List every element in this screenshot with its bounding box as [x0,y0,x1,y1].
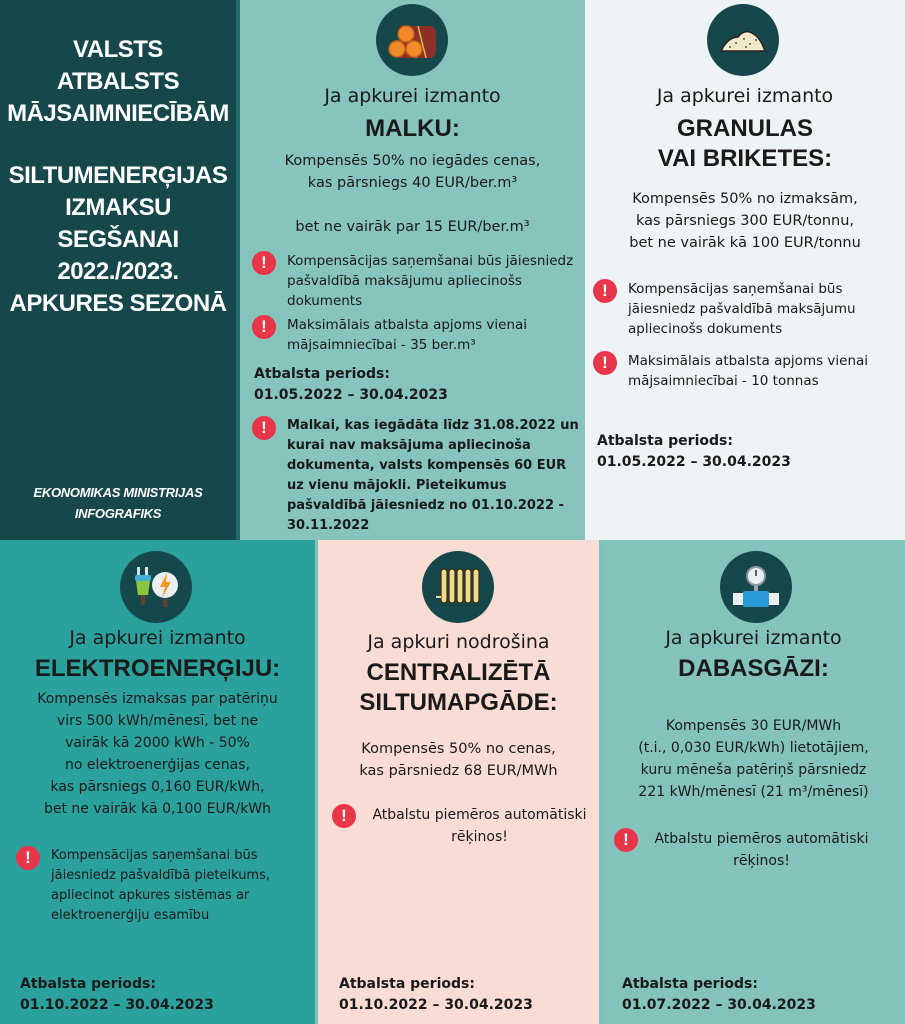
note [614,828,874,872]
body-line: Kompensēs 50% no izmaksām, [632,191,858,207]
note-old-firewood [252,416,582,536]
panel-natural-gas [602,540,905,1024]
panel-district-heating [315,540,602,1024]
support-period [597,431,791,473]
heading-line: VALSTS [73,36,163,63]
subheading-line: 2022./2023. [57,258,179,285]
subheading-line: APKURES SEZONĀ [9,290,227,317]
body-line: kas pārsniegs 0,160 EUR/kWh, [50,779,265,795]
main-heading [0,34,236,130]
compensation-text [318,738,599,782]
note [252,251,577,311]
note [593,279,899,339]
body-line: kas pārsniegs 300 EUR/tonnu, [635,213,855,229]
heading-line: CENTRALIZĒTĀ [366,659,551,686]
period-label: Atbalsta periods: [20,976,156,992]
period-dates: 01.10.2022 – 30.04.2023 [339,997,533,1013]
body-line: 221 kWh/mēnesī (21 m³/mēnesī) [638,784,869,800]
note-text: Kompensācijas saņemšanai būs jāiesniedz pašvaldībā maksājumu apliecinošs dokuments [287,253,574,309]
note-text: Kompensācijas saņemšanai būs jāiesniedz pašvaldībā pieteikums, apliecinot apkures sistēmas ar elektroenerģiju esamību [51,848,271,923]
body-line: Kompensēs 50% no cenas, [361,741,556,757]
note [593,351,899,391]
body-line: kas pārsniegs 40 EUR/ber.m³ [307,175,518,191]
period-dates: 01.05.2022 – 30.04.2023 [254,387,448,403]
fuel-heading: MALKU: [365,115,460,142]
body-line: Kompensēs izmaksas par patēriņu [37,691,278,707]
warning-icon: ! [332,804,356,828]
heading-line: MĀJSAIMNIECĪBĀM [7,100,229,127]
intro-text: Ja apkurei izmanto [656,85,834,107]
note-text: Kompensācijas saņemšanai būs jāiesniedz pašvaldībā maksājumu apliecinošs dokuments [628,281,856,337]
period-label: Atbalsta periods: [622,976,758,992]
note [252,315,577,355]
warning-icon: ! [593,279,617,303]
pellets-pile-icon [707,4,779,76]
period-label: Atbalsta periods: [597,433,733,449]
fuel-heading: DABASGĀZI: [678,655,829,682]
period-label: Atbalsta periods: [339,976,475,992]
note-text: Malkai, kas iegādāta līdz 31.08.2022 un kurai nav maksājuma apliecinoša dokumenta, valsts kompensēs 60 EUR uz vienu mājokli. Pieteikumus pašvaldībā jāiesniedz no 01.10.2022 - 30.11.2022 [287,418,579,533]
note-text: Atbalstu piemēros automātiski rēķinos! [372,807,587,845]
panel-pellets [585,0,905,540]
compensation-text [602,715,905,803]
body-line: Kompensēs 30 EUR/MWh [665,718,842,734]
body-line: virs 500 kWh/mēnesī, bet ne [56,713,259,729]
body-line: Kompensēs 50% no iegādes cenas, [284,153,541,169]
intro-text: Ja apkurei izmanto [69,627,246,649]
support-period [20,974,214,1016]
warning-icon: ! [593,351,617,375]
panel-firewood [240,0,585,540]
body-line: bet ne vairāk kā 0,100 EUR/kWh [43,801,272,817]
credit-line: INFOGRAFIKS [74,506,162,521]
title-panel [0,0,240,540]
period-label: Atbalsta periods: [254,366,390,382]
intro-text: Ja apkurei izmanto [324,85,501,107]
intro-text: Ja apkurei izmanto [665,627,842,649]
body-line: no elektroenerģijas cenas, [65,757,250,773]
body-line: bet ne vairāk par 15 EUR/ber.m³ [295,219,530,235]
compensation-text [585,188,905,254]
period-dates: 01.05.2022 – 30.04.2023 [597,454,791,470]
warning-icon: ! [252,315,276,339]
compensation-text [240,150,585,238]
warning-icon: ! [16,846,40,870]
credit [0,482,236,524]
intro-text: Ja apkuri nodrošina [367,631,550,653]
note-text: Maksimālais atbalsta apjoms vienai mājsaimniecībai - 10 tonnas [628,353,869,389]
electric-plug-icon [120,551,192,623]
support-period [622,974,816,1016]
firewood-logs-icon [376,4,448,76]
radiator-icon [422,551,494,623]
warning-icon: ! [252,251,276,275]
body-line: kuru mēneša patēriņš pārsniedz [640,762,867,778]
subheading-line: SEGŠANAI [57,226,179,253]
heading-line: VAI BRIKETES: [657,145,833,172]
heading-line: ATBALSTS [56,68,180,95]
warning-icon: ! [614,828,638,852]
warning-icon: ! [252,416,276,440]
note [332,804,592,848]
support-period [339,974,533,1016]
support-period [254,364,448,406]
body-line: bet ne vairāk kā 100 EUR/tonnu [629,235,861,251]
note-text: Atbalstu piemēros automātiski rēķinos! [654,831,869,869]
compensation-text [0,688,315,820]
heading-line: SILTUMAPGĀDE: [359,689,558,716]
period-dates: 01.10.2022 – 30.04.2023 [20,997,214,1013]
body-line: kas pārsniedz 68 EUR/MWh [359,763,558,779]
subheading-line: IZMAKSU [65,194,171,221]
period-dates: 01.07.2022 – 30.04.2023 [622,997,816,1013]
note-text: Maksimālais atbalsta apjoms vienai mājsaimniecībai - 35 ber.m³ [287,317,528,353]
gas-meter-pipe-icon [720,551,792,623]
panel-electricity [0,540,315,1024]
fuel-heading [585,114,905,174]
credit-line: EKONOMIKAS MINISTRIJAS [33,485,203,500]
fuel-heading: ELEKTROENERĢIJU: [34,655,281,682]
body-line [240,194,585,216]
body-line: (t.i., 0,030 EUR/kWh) lietotājiem, [638,740,869,756]
note [16,846,286,926]
heading-line: GRANULAS [677,115,813,142]
body-line: vairāk kā 2000 kWh - 50% [65,735,250,751]
sub-heading [0,160,236,320]
fuel-heading [318,658,599,718]
subheading-line: SILTUMENERĢIJAS [8,162,228,189]
